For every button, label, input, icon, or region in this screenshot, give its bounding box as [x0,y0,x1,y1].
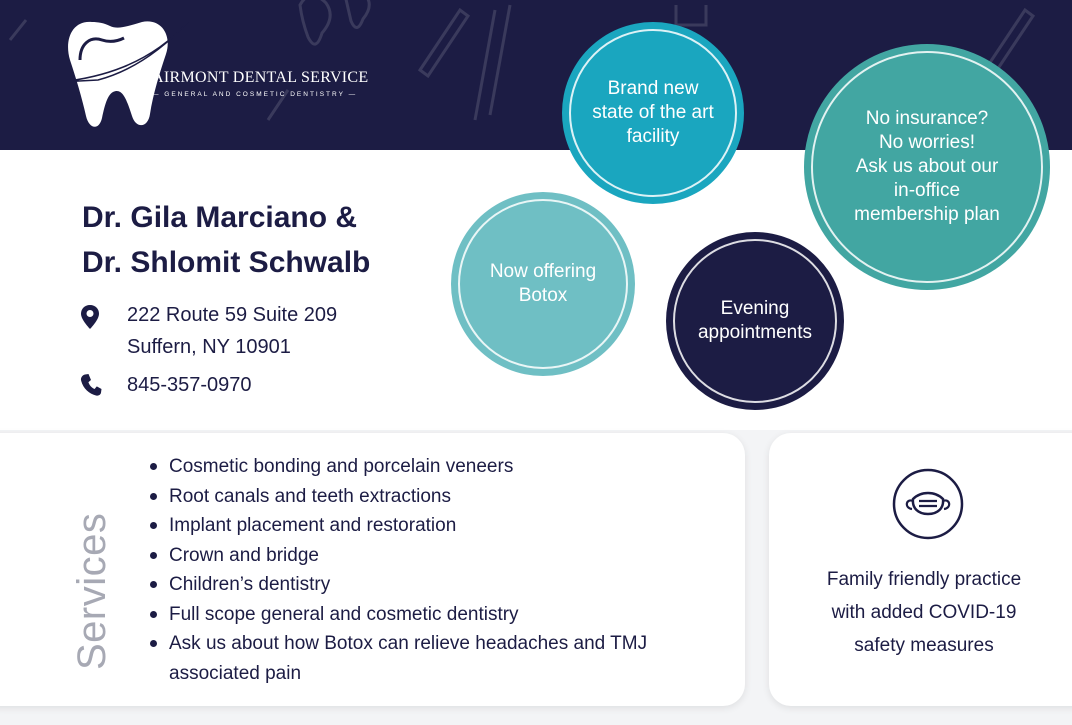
logo[interactable] [58,16,378,136]
evening-text: Evening appointments [697,298,813,343]
service-item: Full scope general and cosmetic dentistry [148,600,708,630]
service-item: Cosmetic bonding and porcelain veneers [148,452,708,482]
doctor-name-line2: Dr. Shlomit Schwalb [82,246,371,279]
facility-circle [562,22,744,204]
logo-name: AIRMONT DENTAL SERVICE [152,69,369,86]
logo-tagline: — GENERAL AND COSMETIC DENTISTRY — [152,91,358,98]
phone-number[interactable]: 845-357-0970 [127,374,252,396]
evening-circle [666,232,844,410]
botox-text: Now offering Botox [489,261,597,306]
service-item: Ask us about how Botox can relieve headaches and TMJ associated pain [148,629,708,688]
service-item: Crown and bridge [148,541,708,571]
face-mask-icon [892,468,964,540]
map-pin-icon [80,304,100,330]
service-item: Root canals and teeth extractions [148,482,708,512]
address-line2[interactable]: Suffern, NY 10901 [127,336,291,358]
doctor-name-line1: Dr. Gila Marciano & [82,201,358,234]
service-item: Implant placement and restoration [148,511,708,541]
service-item: Children’s dentistry [148,570,708,600]
phone-icon [80,373,102,397]
insurance-circle [804,44,1050,290]
botox-circle [451,192,635,376]
facility-text: Brand new state of the art facility [592,78,714,147]
covid-text: Family friendly practice with added COVID-19 safety measures [826,569,1022,656]
services-list [148,452,708,688]
services-title: Services [70,512,114,670]
insurance-text: No insurance? No worries! Ask us about our in-office membership plan [854,108,1000,225]
address-line1[interactable]: 222 Route 59 Suite 209 [127,304,338,326]
doctor-names [82,195,370,285]
